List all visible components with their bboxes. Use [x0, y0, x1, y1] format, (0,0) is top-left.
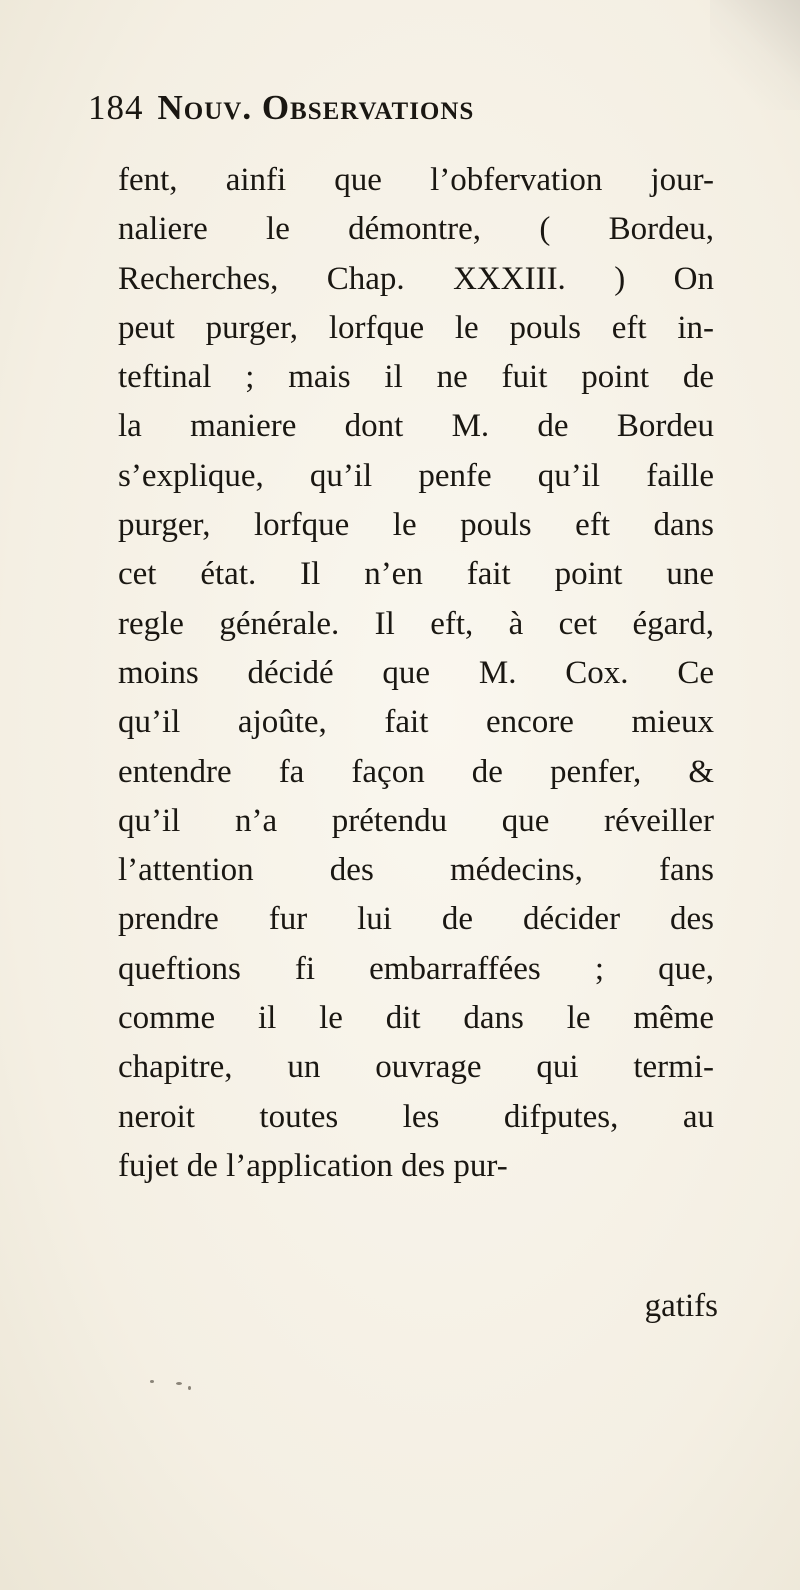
text-line: prendre fur lui de décider des: [118, 901, 714, 938]
text-line: la maniere dont M. de Bordeu: [118, 408, 714, 445]
text-line: neroit toutes les difputes, au: [118, 1098, 714, 1135]
text-line: moins décidé que M. Cox. Ce: [118, 654, 714, 691]
text-line: s’explique, qu’il penfe qu’il faille: [118, 457, 714, 494]
page-number: 184: [88, 88, 144, 127]
text-line: cet état. Il n’en fait point une: [118, 556, 714, 593]
text-line: entendre fa façon de penfer, &: [118, 753, 714, 790]
text-line: teftinal ; mais il ne fuit point de: [118, 359, 714, 396]
running-head: Nouv. Observations: [157, 88, 475, 127]
text-line: comme il le dit dans le même: [118, 1000, 714, 1037]
text-line: Recherches, Chap. XXXIII. ) On: [118, 260, 714, 297]
body-text: [118, 156, 714, 1191]
text-line: fent, ainfi que l’obfervation jour-: [118, 162, 714, 198]
text-line: l’attention des médecins, fans: [118, 852, 714, 889]
text-line: qu’il n’a prétendu que réveiller: [118, 802, 714, 839]
text-line: fujet de l’application des pur-: [118, 1147, 508, 1184]
text-line: naliere le démontre, ( Bordeu,: [118, 211, 714, 248]
page-header: [88, 88, 728, 128]
text-line: regle générale. Il eft, à cet égard,: [118, 605, 714, 642]
text-line: queftions fi embarraffées ; que,: [118, 950, 714, 987]
ink-speck: [150, 1380, 154, 1383]
ink-speck: [176, 1382, 182, 1385]
text-line: peut purger, lorfque le pouls eft in-: [118, 309, 714, 346]
catchword: gatifs: [644, 1288, 718, 1324]
text-line: purger, lorfque le pouls eft dans: [118, 507, 714, 544]
text-line: qu’il ajoûte, fait encore mieux: [118, 704, 714, 741]
ink-speck: [188, 1386, 191, 1390]
text-line: chapitre, un ouvrage qui termi-: [118, 1049, 714, 1086]
